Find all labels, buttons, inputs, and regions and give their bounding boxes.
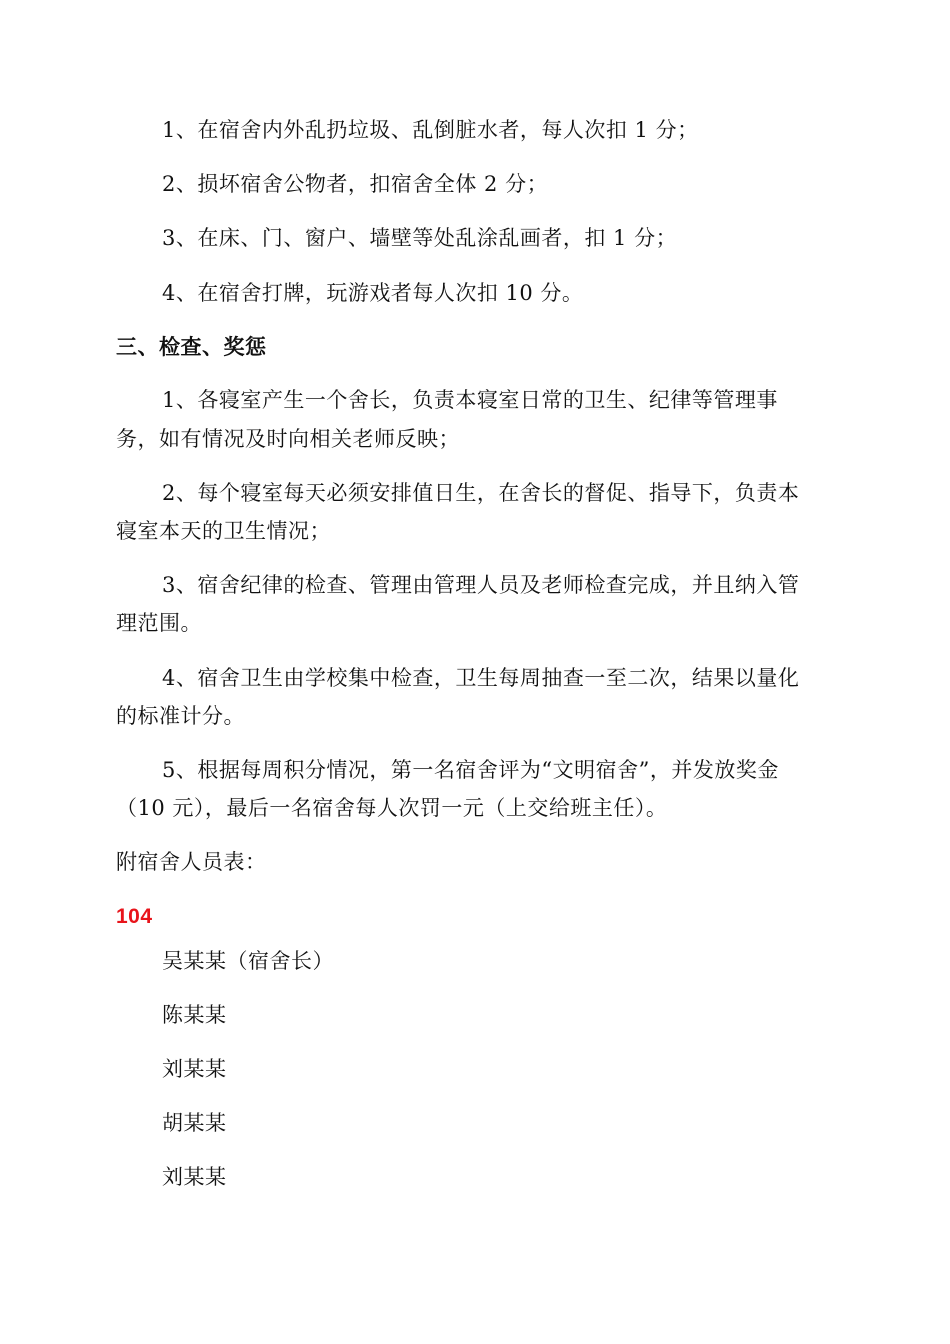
check-item-3-line1: 3、宿舍纪律的检查、管理由管理人员及老师检查完成，并且纳入管: [162, 573, 800, 597]
check-item-3-line2: 理范围。: [116, 611, 202, 635]
appendix-title: 附宿舍人员表：: [116, 850, 267, 874]
check-item-4-line1: 4、宿舍卫生由学校集中检查，卫生每周抽查一至二次，结果以量化: [162, 666, 800, 690]
room-number: 104: [116, 905, 153, 928]
rule-1: 1、在宿舍内外乱扔垃圾、乱倒脏水者，每人次扣 1 分；: [162, 118, 699, 142]
member-name: 刘某某: [162, 1165, 227, 1189]
check-item-1-line2: 务，如有情况及时向相关老师反映；: [116, 427, 460, 451]
rule-4: 4、在宿舍打牌，玩游戏者每人次扣 10 分。: [162, 281, 584, 305]
rule-2: 2、损坏宿舍公物者，扣宿舍全体 2 分；: [162, 172, 549, 196]
check-item-2-line1: 2、每个寝室每天必须安排值日生，在舍长的督促、指导下，负责本: [162, 481, 800, 505]
check-item-2-line2: 寝室本天的卫生情况；: [116, 519, 331, 543]
check-item-1-line1: 1、各寝室产生一个舍长，负责本寝室日常的卫生、纪律等管理事: [162, 388, 778, 412]
check-item-5-line1: 5、根据每周积分情况，第一名宿舍评为“文明宿舍”，并发放奖金: [162, 758, 779, 782]
check-item-5-line2: （10 元），最后一名宿舍每人次罚一元（上交给班主任）。: [116, 796, 668, 820]
member-name: 吴某某（宿舍长）: [162, 949, 334, 973]
member-name: 刘某某: [162, 1057, 227, 1081]
section-heading: 三、检查、奖惩: [116, 335, 267, 359]
check-item-4-line2: 的标准计分。: [116, 704, 245, 728]
member-name: 陈某某: [162, 1003, 227, 1027]
rule-3: 3、在床、门、窗户、墙壁等处乱涂乱画者，扣 1 分；: [162, 226, 678, 250]
member-name: 胡某某: [162, 1111, 227, 1135]
